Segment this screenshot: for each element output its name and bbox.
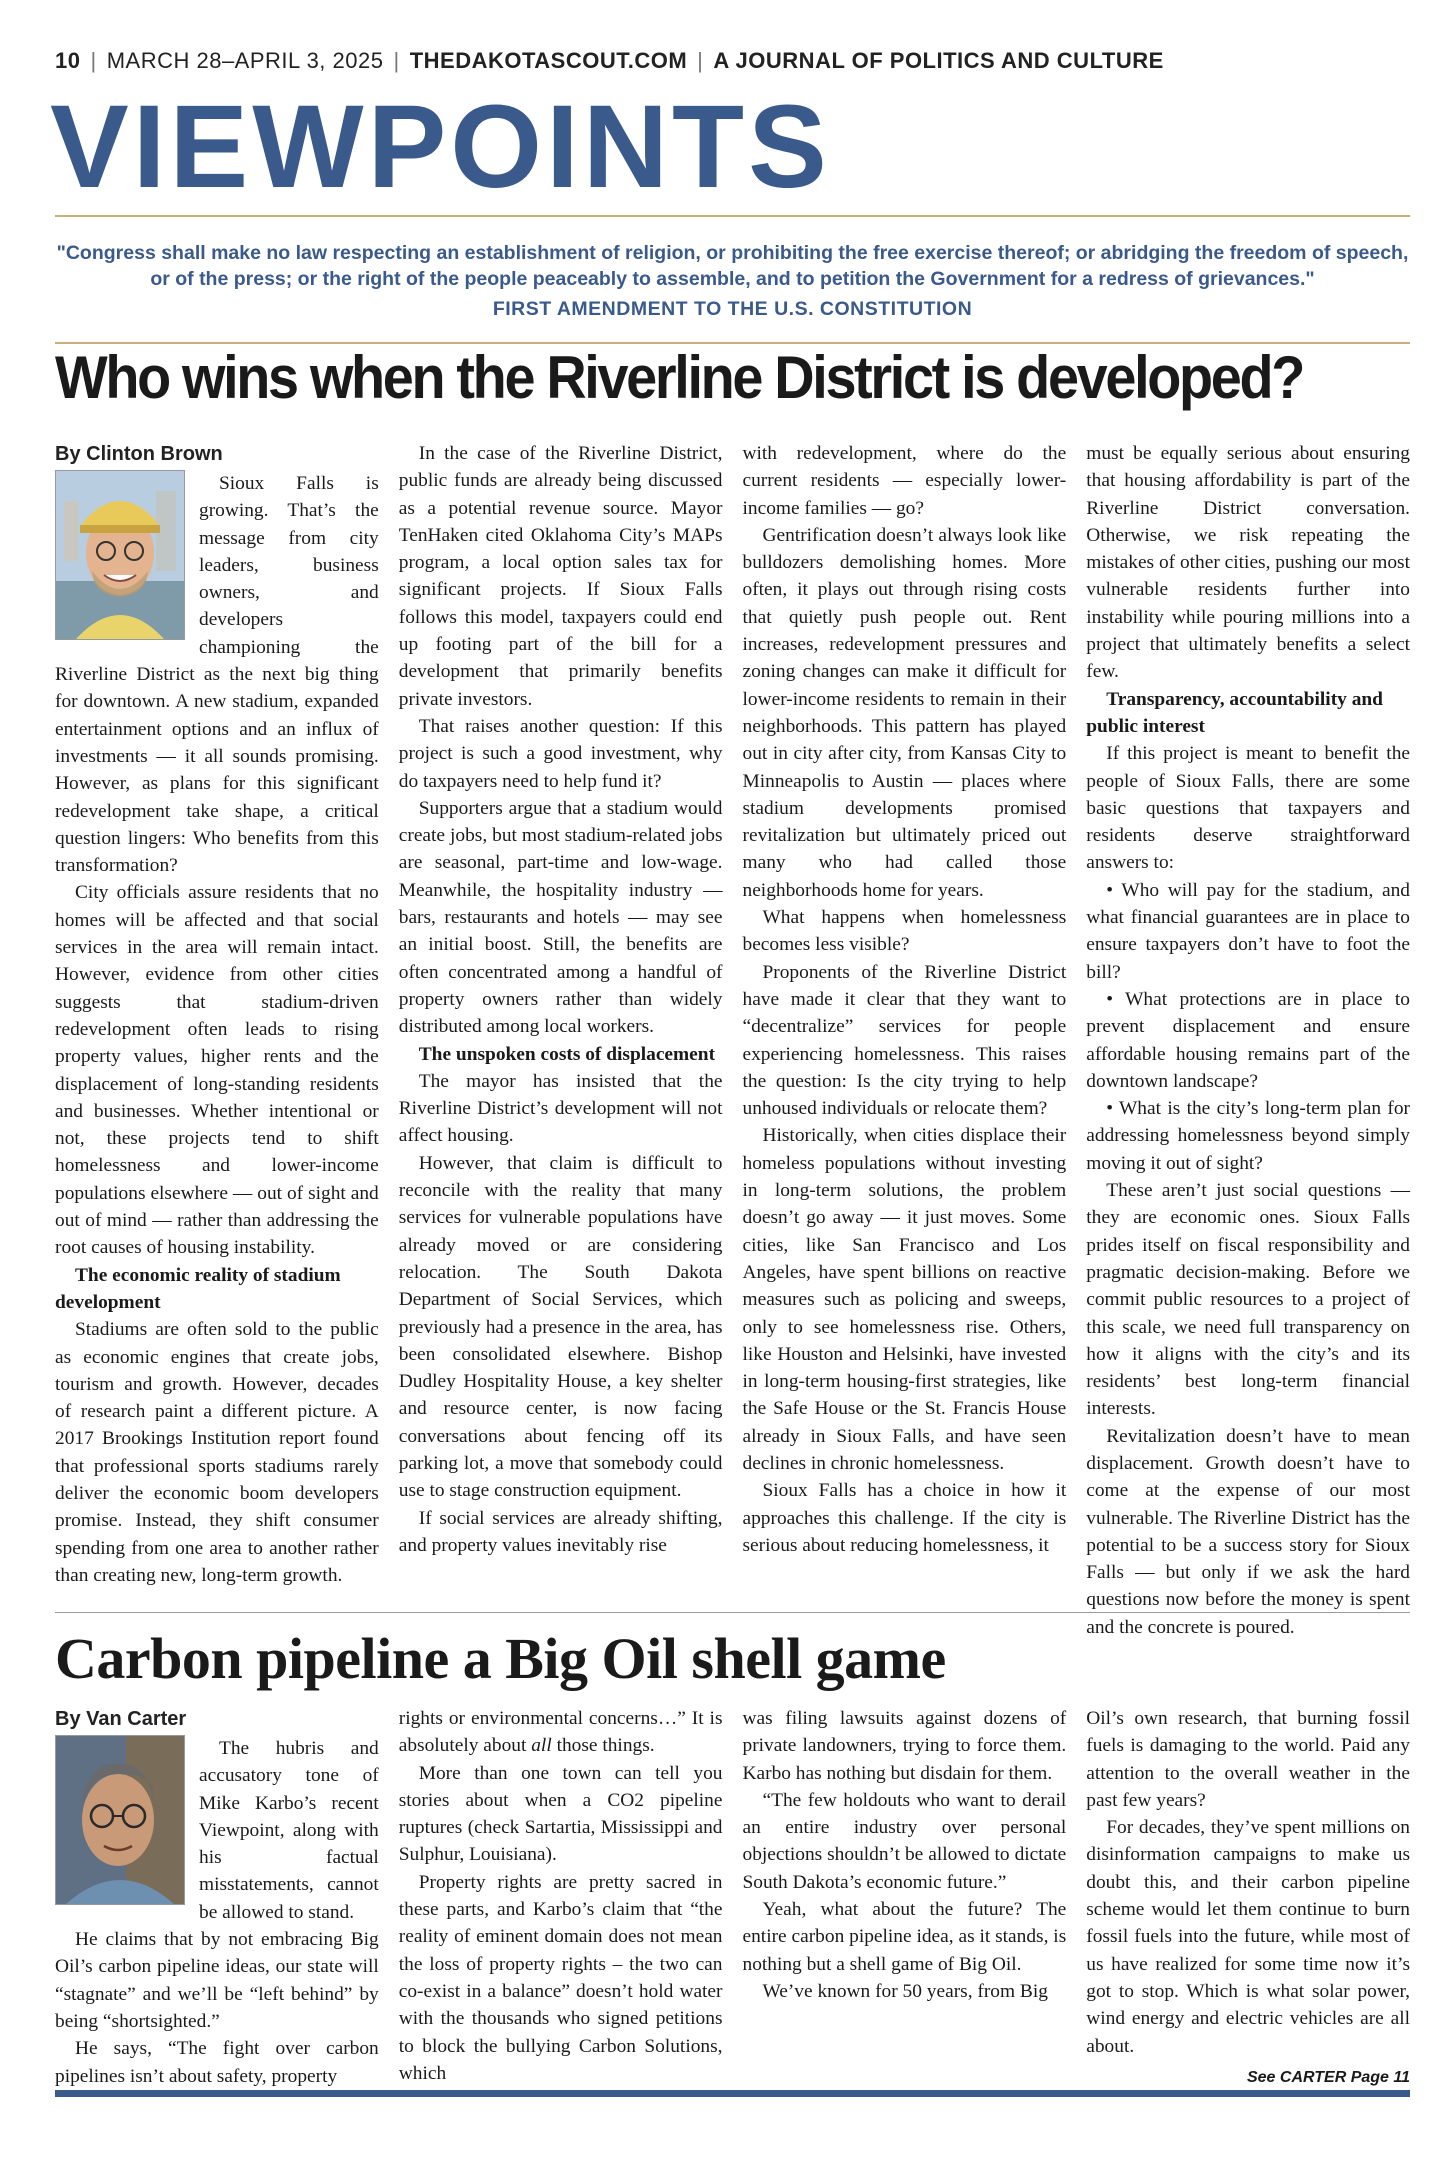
article1-column-4 [1086, 440, 1410, 1638]
paragraph: with redevelopment, where do the current residents — especially lower-income families — go? [742, 443, 1067, 519]
paragraph: If this project is meant to benefit the people of Sioux Falls, there are some basic questions that taxpayers and residents deserve straightforward answers to: [1086, 743, 1410, 874]
continued-link[interactable]: See CARTER Page 11 [1246, 2068, 1410, 2086]
paragraph: Oil’s own research, that burning fossil fuels is damaging to the world. Paid any attention to the overall weather in the past few years? [1086, 1708, 1410, 1811]
paragraph: What happens when homelessness becomes less visible? [742, 907, 1067, 956]
paragraph: was filing lawsuits against dozens of private landowners, trying to force them. Karbo has nothing but disdain for them. [742, 1708, 1067, 1784]
article2-column-1 [55, 1705, 379, 2087]
issue-date: MARCH 28–APRIL 3, 2025 [106, 48, 384, 73]
paragraph: Yeah, what about the future? The entire carbon pipeline idea, as it stands, is nothing but a shell game of Big Oil. [742, 1899, 1067, 1975]
article2-column-4 [1086, 1705, 1410, 2086]
paragraph: For decades, they’ve spent millions on disinformation campaigns to make us doubt this, and their carbon pipeline scheme would let them continue to burn fossil fuels into the future, while most of us have realized for some time now it’s got to stop. Which is what solar power, wind energy and electric vehicles are all about. [1086, 1817, 1410, 2057]
article1-headline[interactable]: Who wins when the Riverline District is developed? [55, 344, 1304, 411]
page-number: 10 [55, 48, 81, 73]
paragraph: Gentrification doesn’t always look like bulldozers demolishing homes. More often, it plays out through rising costs that quietly push people out. Rent increases, redevelopment pressures and zoning changes can make it difficult for lower-income residents to remain in their neighborhoods. This pattern has played out in city after city, from Kansas City to Minneapolis to Austin — places where stadium developments promised revitalization but ultimately priced out many who had called those neighborhoods home for years. [742, 524, 1067, 901]
bullet-item: • What is the city’s long-term plan for addressing homelessness beyond simply moving it out of sight? [1086, 1098, 1410, 1174]
paragraph: We’ve known for 50 years, from Big [762, 1980, 1048, 2002]
author-portrait-image [56, 1736, 184, 1904]
paragraph: If social services are already shifting, and property values inevitably rise [398, 1507, 723, 1556]
article1-body [55, 440, 1410, 1638]
tagline: A JOURNAL OF POLITICS AND CULTURE [713, 48, 1164, 73]
paragraph: Property rights are pretty sacred in these parts, and Karbo’s claim that “the reality of eminent domain does not mean the loss of property rights – the two can co-exist in a balance” doesn’t hold water with the thousands who signed petitions to block the bullying Carbon Solutions, which [398, 1871, 723, 2084]
subhead: Transparency, accountability and public interest [1086, 688, 1383, 737]
article1-column-3 [743, 440, 1067, 1592]
amendment-quote: "Congress shall make no law respecting an establishment of religion, or prohibiting the free exercise thereof; or abridging the freedom of speech, or of the press; or the right of the people peaceably to assemble, and to petition the Government for a redress of grievances." [56, 242, 1409, 290]
article1-column-1 [55, 440, 379, 1592]
article1-byline: By Clinton Brown [55, 443, 223, 465]
subhead: The economic reality of stadium development [55, 1264, 341, 1313]
paragraph: More than one town can tell you stories about when a CO2 pipeline ruptures (check Sartartia, Mississippi and Sulphur, Louisiana). [398, 1762, 723, 1866]
subhead: The unspoken costs of displacement [418, 1043, 716, 1065]
paragraph: Historically, when cities displace their homeless populations without investing in long-term solutions, the problem doesn’t go away — it just moves. Some cities, like San Francisco and Los Angeles, have spent billions on reactive measures such as policing and sweeps, only to see homelessness rise. Others, like Houston and Helsinki, have invested in long-term housing-first strategies, like the Safe House or the St. Francis House already in Sioux Falls, and have seen declines in chronic homelessness. [742, 1125, 1067, 1474]
author-portrait-image [56, 471, 184, 639]
amendment-source: FIRST AMENDMENT TO THE U.S. CONSTITUTION [492, 298, 973, 320]
paragraph: He claims that by not embracing Big Oil’s carbon pipeline ideas, our state will “stagnate” and we’ll be “left behind” by being “shortsighted.” [55, 1929, 379, 2032]
article1-column-2 [399, 440, 723, 1592]
paragraph: Proponents of the Riverline District have made it clear that they want to “decentralize” services for people experiencing homelessness. This raises the question: Is the city trying to help unhoused individuals or relocate them? [742, 961, 1067, 1120]
paragraph: “The few holdouts who want to derail an entire industry over personal objections shouldn’t be allowed to dictate South Dakota’s economic future.” [742, 1789, 1067, 1893]
bullet-item: • What protections are in place to prevent displacement and ensure affordable housing remains part of the downtown landscape? [1086, 988, 1410, 1092]
bullet-item: • Who will pay for the stadium, and what financial guarantees are in place to ensure taxpayers don’t have to foot the bill? [1086, 879, 1410, 983]
paragraph: These aren’t just social questions — they are economic ones. Sioux Falls prides itself on fiscal responsibility and pragmatic decision-making. Before we commit public resources to a project of this scale, we need full transparency on how it aligns with the city’s and its residents’ best long-term financial interests. [1086, 1180, 1410, 1420]
paragraph: Supporters argue that a stadium would create jobs, but most stadium-related jobs are seasonal, part-time and low-wage. Meanwhile, the hospitality industry — bars, restaurants and hotels — may see an initial boost. Still, the benefits are often concentrated among a handful of property owners rather than widely distributed among local workers. [398, 797, 723, 1038]
folio-line: 10 | MARCH 28–APRIL 3, 2025 | THEDAKOTASCOUT.COM | A JOURNAL OF POLITICS AND CULTURE [55, 48, 1164, 73]
paragraph: He says, “The fight over carbon pipelines isn’t about safety, property [55, 2038, 379, 2087]
article2-body [55, 1705, 1410, 2087]
paragraph: The mayor has insisted that the Riverline District’s development will not affect housing. [398, 1070, 723, 1147]
paragraph: rights or environmental concerns…” It is absolutely about all those things. [398, 1708, 723, 1757]
paragraph: City officials assure residents that no homes will be affected and that social services in the area will remain intact. However, evidence from other cities suggests that stadium-driven redevelopment often leads to rising property values, higher rents and the displacement of long-standing residents and businesses. Whether intentional or not, these projects tend to shift homelessness and lower-income populations elsewhere — out of sight and out of mind — rather than addressing the root causes of housing instability. [55, 882, 379, 1259]
paragraph: That raises another question: If this project is such a good investment, why do taxpayers need to help fund it? [398, 715, 723, 792]
section-title: VIEWPOINTS [50, 81, 831, 213]
paragraph: Sioux Falls is growing. That’s the message from city leaders, business owners, and developers championing the Riverline District as the next big thing for downtown. A new stadium, expanded entertainment options and an influx of investments — it all sounds promising. However, as plans for this significant redevelopment take shape, a critical question lingers: Who benefits from this transformation? [55, 473, 379, 877]
footer-bar [55, 2090, 1410, 2097]
paragraph: Sioux Falls has a choice in how it approaches this challenge. If the city is serious about reducing homelessness, it [742, 1480, 1067, 1556]
divider [55, 215, 1410, 217]
paragraph: Revitalization doesn’t have to mean displacement. Growth doesn’t have to come at the expense of our most vulnerable. The Riverline District has the potential to be a success story for Sioux Falls — but only if we ask the hard questions now before the money is spent and the concrete is poured. [1086, 1425, 1410, 1638]
article2-headline[interactable]: Carbon pipeline a Big Oil shell game [55, 1626, 946, 1691]
divider [55, 1612, 1410, 1613]
paragraph: The hubris and accusatory tone of Mike Karbo’s recent Viewpoint, along with his factual misstatements, cannot be allowed to stand. [199, 1738, 379, 1923]
article2-column-2 [398, 1705, 723, 2084]
site-link[interactable]: THEDAKOTASCOUT.COM [409, 48, 688, 73]
paragraph: must be equally serious about ensuring that housing affordability is part of the Riverline District conversation. Otherwise, we risk repeating the mistakes of other cities, pushing our most vulnerable residents further into instability while pouring millions into a project that ultimately benefits a select few. [1086, 443, 1410, 683]
author-photo [55, 470, 185, 640]
article2-column-3 [743, 1705, 1067, 2080]
article2-byline: By Van Carter [55, 1708, 187, 1730]
paragraph: Stadiums are often sold to the public as economic engines that create jobs, tourism and growth. However, decades of research paint a different picture. A 2017 Brookings Institution report found that professional sports stadiums rarely deliver the economic boom developers promise. Instead, they shift consumer spending from one area to another rather than creating new, long-term growth. [55, 1319, 379, 1586]
paragraph: However, that claim is difficult to reconcile with the reality that many services for vulnerable populations have already moved or are considering relocation. The South Dakota Department of Social Services, which previously had a presence in the area, has been consolidated elsewhere. Bishop Dudley Hospitality House, a key shelter and resource center, is now facing conversations about fencing off its parking lot, a move that somebody could use to stage construction equipment. [398, 1152, 723, 1502]
paragraph: In the case of the Riverline District, public funds are already being discussed as a potential revenue source. Mayor TenHaken cited Oklahoma City’s MAPs program, a local option sales tax for significant projects. If Sioux Falls follows this model, taxpayers could end up footing part of the bill for a development that primarily benefits private investors. [398, 443, 723, 710]
author-photo [55, 1735, 185, 1905]
